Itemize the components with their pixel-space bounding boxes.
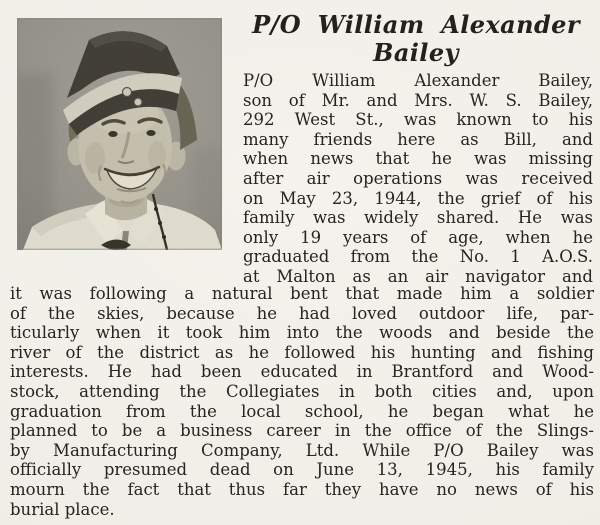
text-line: on May 23, 1944, the grief of his xyxy=(243,188,593,208)
text-line: son of Mr. and Mrs. W. S. Bailey, xyxy=(243,90,593,110)
text-line: family was widely shared. He was xyxy=(243,208,593,228)
article-title-line1: P/O William Alexander xyxy=(252,10,580,39)
portrait-photo xyxy=(17,18,222,250)
article-title-line2: Bailey xyxy=(373,38,459,67)
text-line: after air operations was received xyxy=(243,168,593,188)
text-line: burial place. xyxy=(10,499,115,519)
text-line: river of the district as he followed his hunting and fishing xyxy=(10,342,594,362)
text-line: planned to be a business career in the office of the Slings- xyxy=(10,421,594,441)
text-line: officially presumed dead on June 13, 1945, his family xyxy=(10,460,594,480)
text-line: interests. He had been educated in Brantford and Wood- xyxy=(10,362,594,382)
text-line: graduation from the local school, he began what he xyxy=(10,401,594,421)
text-line: mourn the fact that thus far they have no news of his xyxy=(10,479,594,499)
text-line: it was following a natural bent that made him a soldier xyxy=(10,284,594,303)
text-line: graduated from the No. 1 A.O.S. xyxy=(243,247,593,267)
text-line: 292 West St., was known to his xyxy=(243,110,593,130)
text-line: only 19 years of age, when he xyxy=(243,227,593,247)
text-line: stock, attending the Collegiates in both cities and, upon xyxy=(10,381,594,401)
text-line: of the skies, because he had loved outdoor life, par- xyxy=(10,303,594,323)
text-line: ticularly when it took him into the woods and beside the xyxy=(10,323,594,343)
article-full-text xyxy=(10,284,594,519)
text-line: many friends here as Bill, and xyxy=(243,129,593,149)
text-line: P/O William Alexander Bailey, xyxy=(243,71,593,90)
text-line: when news that he was missing xyxy=(243,149,593,169)
text-line: by Manufacturing Company, Ltd. While P/O Bailey was xyxy=(10,440,594,460)
text-line: at Malton as an air navigator and xyxy=(243,266,593,286)
article-column-text xyxy=(243,71,593,287)
article-title xyxy=(238,11,594,67)
